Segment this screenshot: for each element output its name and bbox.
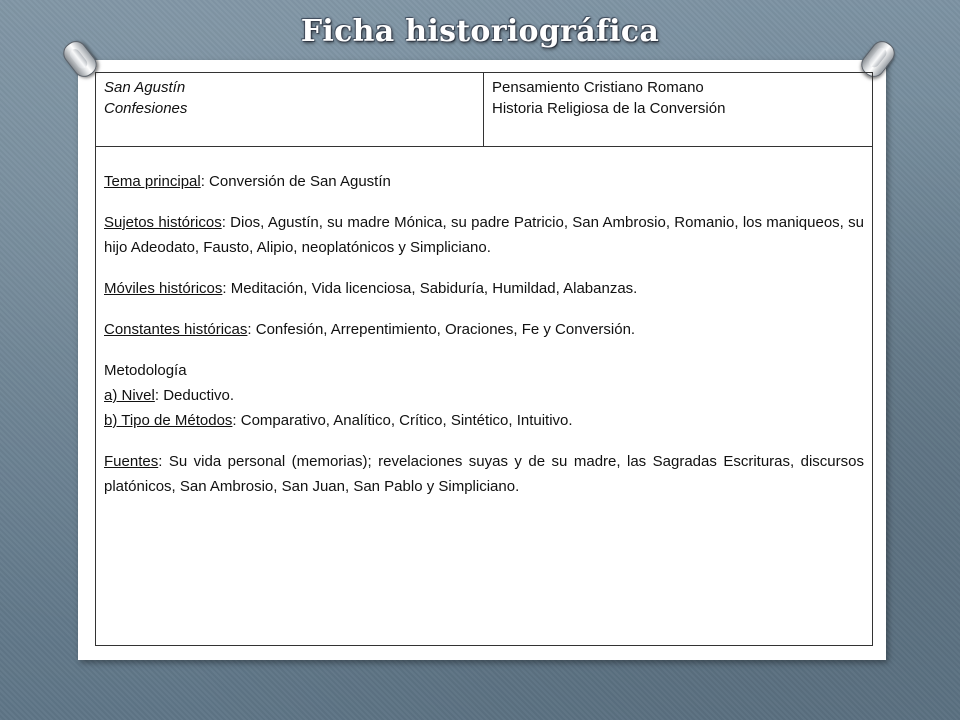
history-category: Historia Religiosa de la Conversión xyxy=(492,100,726,117)
tema-principal xyxy=(104,169,864,194)
constantes-historicas xyxy=(104,317,864,342)
sujetos-historicos xyxy=(104,210,864,260)
sujetos-text: : Dios, Agustín, su madre Mónica, su padre Patricio, San Ambrosio, Romanio, los maniqueos, su hijo Adeodato, Fausto, Alipio, neoplatónicos y Simpliciano. xyxy=(104,214,864,256)
nivel-label: a) Nivel xyxy=(104,387,155,404)
content-cell xyxy=(96,147,872,499)
author-cell xyxy=(96,73,484,146)
nivel-text: : Deductivo. xyxy=(154,387,235,404)
tipo-metodos-line xyxy=(104,408,864,433)
nivel-line xyxy=(104,383,864,408)
tema-text: : Conversión de San Agustín xyxy=(200,173,391,190)
sujetos-label: Sujetos históricos xyxy=(104,214,222,231)
constantes-text: : Confesión, Arrepentimiento, Oraciones, Fe y Conversión. xyxy=(247,321,636,338)
record-table xyxy=(95,72,873,646)
tipo-metodos-label: b) Tipo de Métodos xyxy=(104,412,233,429)
tema-label: Tema principal xyxy=(104,173,201,190)
tipo-metodos-text: : Comparativo, Analítico, Crítico, Sintético, Intuitivo. xyxy=(232,412,573,429)
fuentes-label: Fuentes xyxy=(104,453,159,470)
work-title: Confesiones xyxy=(104,100,188,117)
fuentes xyxy=(104,449,864,499)
metodologia-block xyxy=(104,358,864,433)
author-name: San Agustín xyxy=(104,79,186,96)
thought-category: Pensamiento Cristiano Romano xyxy=(492,79,704,96)
metodologia-heading: Metodología xyxy=(104,362,187,379)
fuentes-text: : Su vida personal (memorias); revelaciones suyas y de su madre, las Sagradas Escrituras, discursos platónicos, San Ambrosio, San Juan, San Pablo y Simpliciano. xyxy=(104,453,864,495)
moviles-label: Móviles históricos xyxy=(104,280,223,297)
moviles-text: : Meditación, Vida licenciosa, Sabiduría, Humildad, Alabanzas. xyxy=(222,280,638,297)
constantes-label: Constantes históricas xyxy=(104,321,248,338)
slide-title: Ficha historiográfica xyxy=(300,14,660,49)
category-cell xyxy=(484,73,872,146)
moviles-historicos xyxy=(104,276,864,301)
header-row xyxy=(96,73,872,147)
